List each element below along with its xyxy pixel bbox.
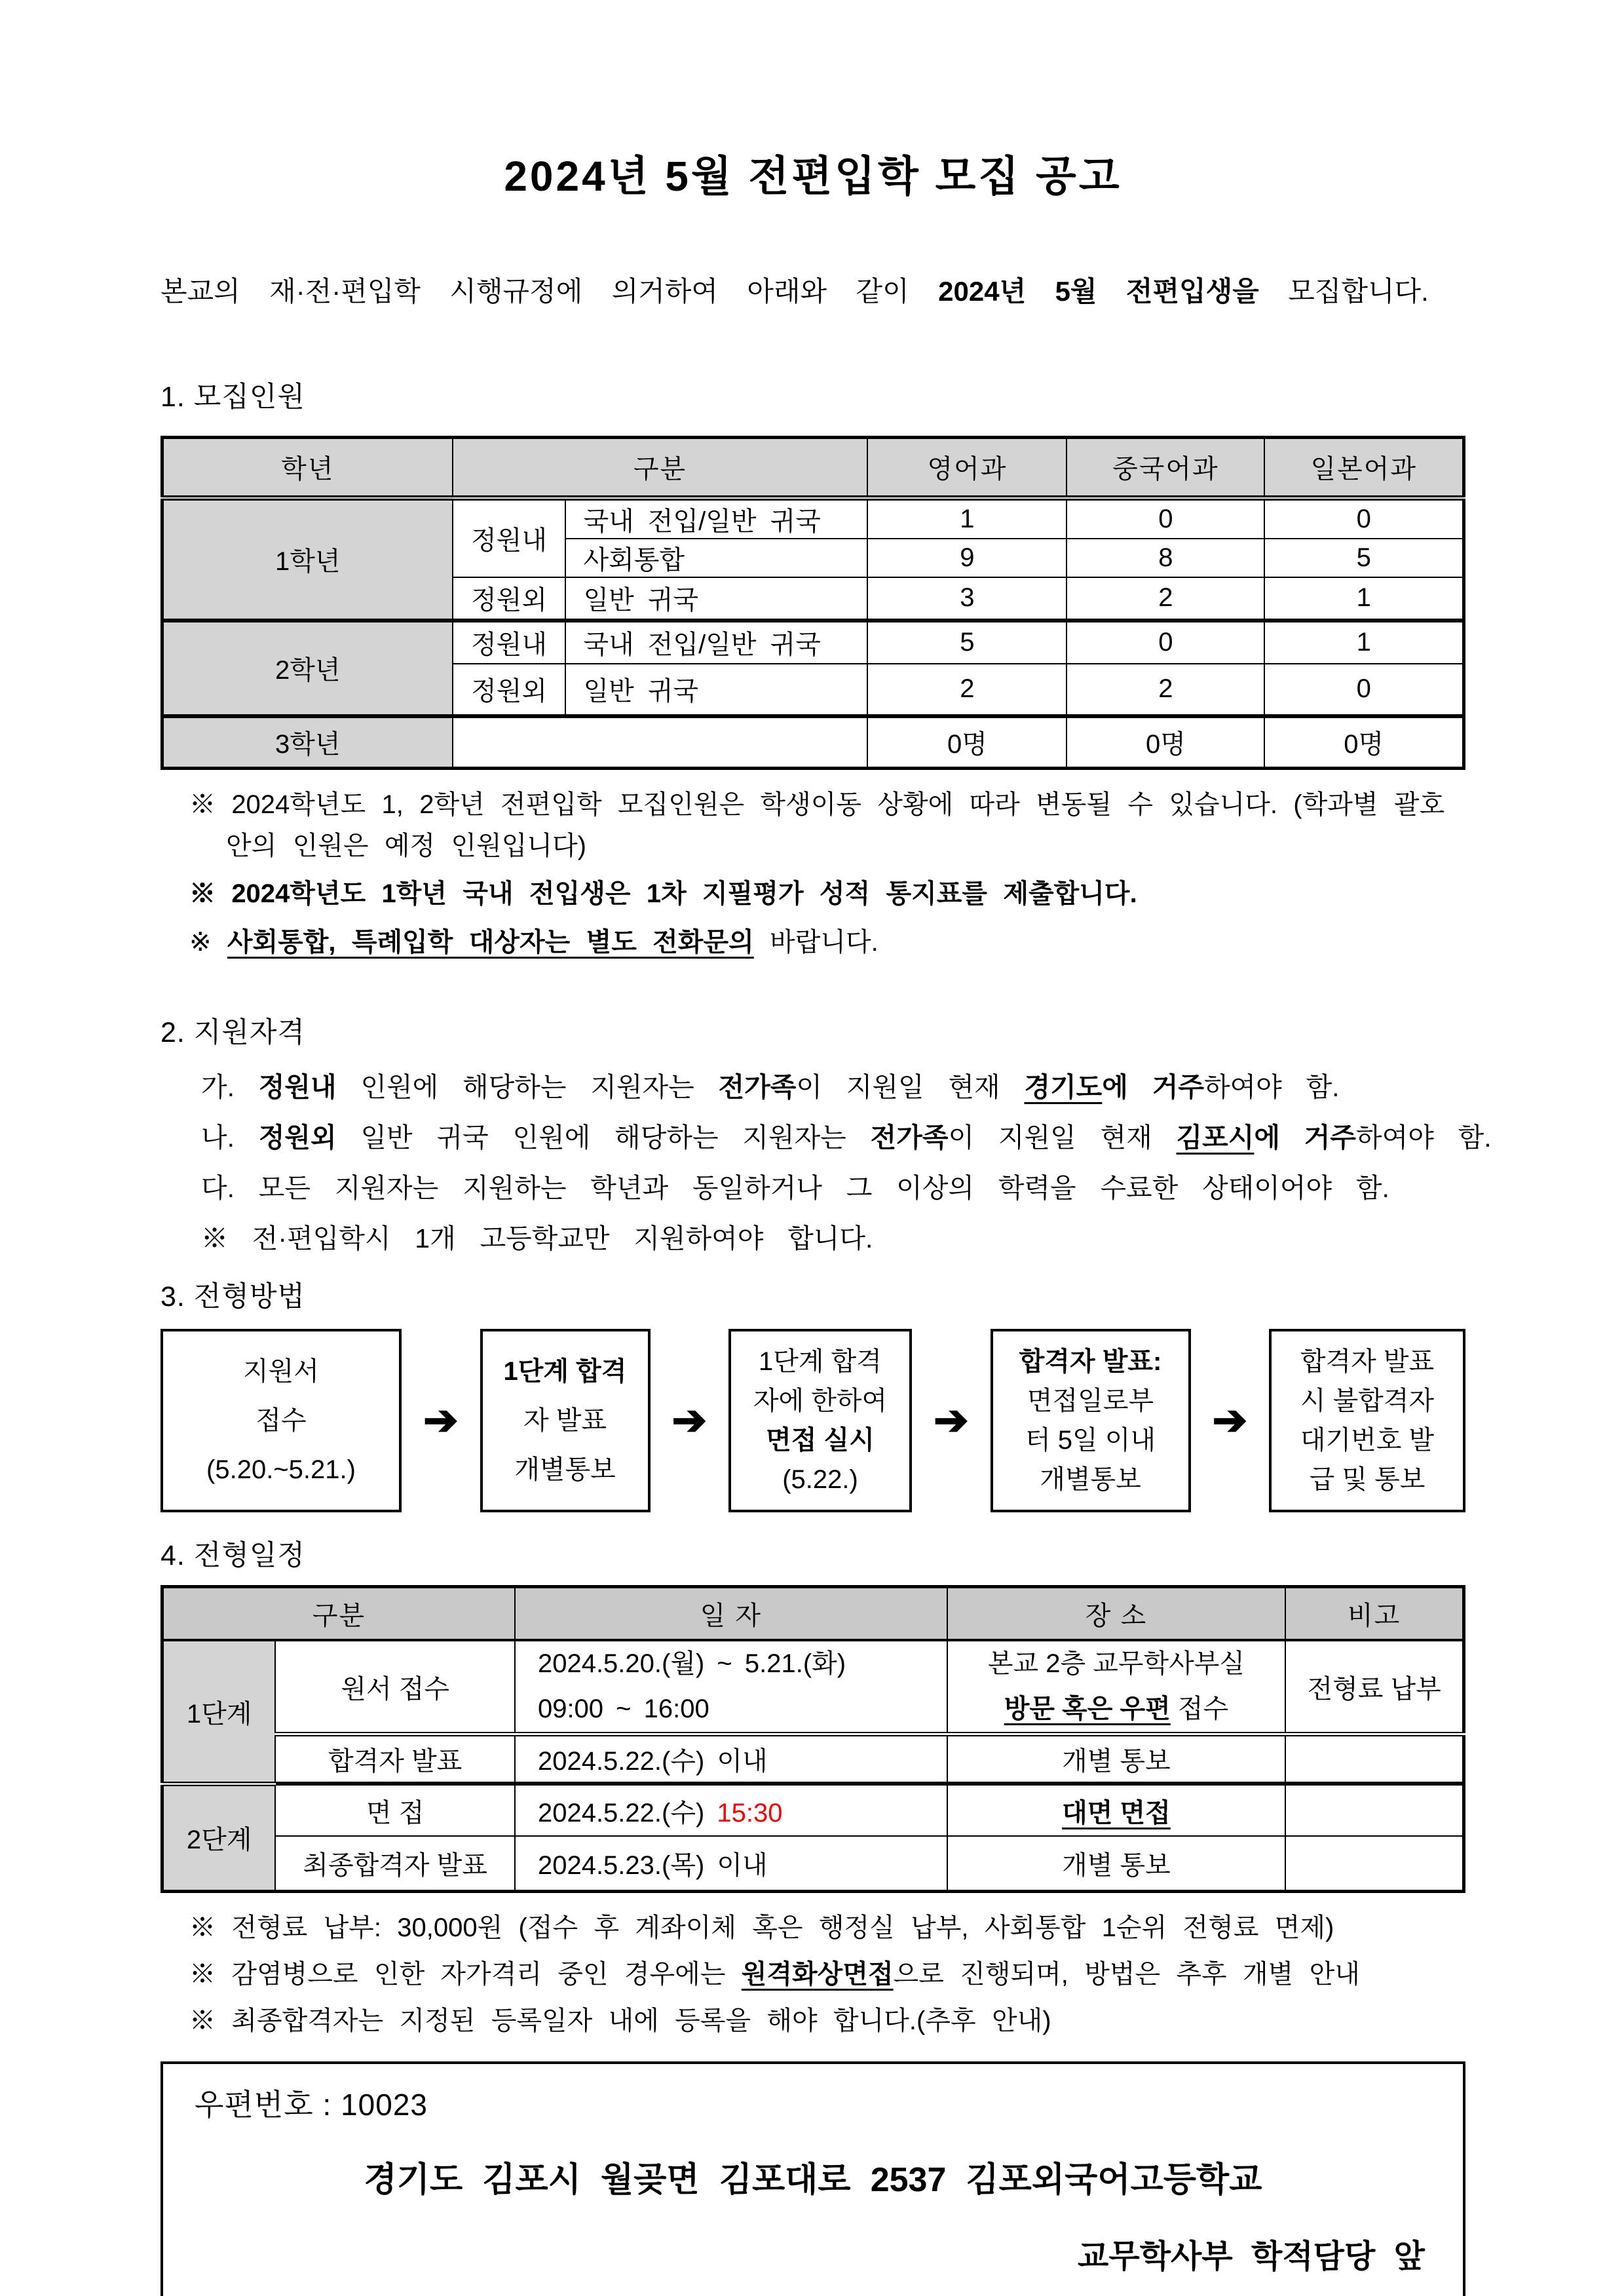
cell-announce2-place: 개별 통보 bbox=[947, 1836, 1286, 1891]
cell-announce1-note bbox=[1285, 1734, 1463, 1784]
cell-interview-date bbox=[515, 1784, 947, 1836]
cell-grade1-domestic-label: 국내 전입/일반 귀국 bbox=[565, 498, 867, 539]
cell-announce1-place: 개별 통보 bbox=[947, 1734, 1286, 1784]
text-line: 개별통보 bbox=[514, 1455, 616, 1484]
text-line: 대기번호 발 bbox=[1300, 1425, 1435, 1455]
cell-stage2: 2단계 bbox=[162, 1784, 276, 1891]
flow-step-stage1-announce bbox=[480, 1329, 651, 1512]
text-line: 1단계 합격 bbox=[759, 1347, 882, 1376]
cell-grade3-category-empty bbox=[453, 716, 868, 769]
cell-announce1-date: 2024.5.22.(수) 이내 bbox=[515, 1734, 947, 1784]
cell-grade1-social-chn: 8 bbox=[1067, 539, 1264, 577]
recruitment-table bbox=[161, 436, 1465, 770]
text-run: 경기도 bbox=[1024, 1071, 1103, 1102]
section3-heading: 3. 전형방법 bbox=[161, 1280, 305, 1312]
note-line bbox=[161, 2000, 1465, 2042]
col-header-japanese: 일본어과 bbox=[1264, 438, 1463, 498]
text-run: 하여야 함. bbox=[1203, 1071, 1340, 1102]
text-line: (5.20.~5.21.) bbox=[206, 1455, 356, 1484]
cell-grade1-quota-out: 정원외 bbox=[453, 577, 566, 621]
cell-announce2-note bbox=[1285, 1836, 1463, 1891]
text-line: 합격자 발표: bbox=[1019, 1347, 1162, 1376]
note-line bbox=[161, 873, 1465, 915]
col-header-category: 구분 bbox=[453, 438, 868, 498]
text-run: 하여야 함. bbox=[1355, 1122, 1492, 1153]
table-row bbox=[162, 1640, 1464, 1734]
text-run: ※ 감염병으로 인한 자가격리 중인 경우에는 bbox=[189, 1960, 742, 1989]
cell-grade1-domestic-chn: 0 bbox=[1067, 498, 1264, 539]
text-run: 정원내 bbox=[258, 1071, 337, 1102]
text-run: 인원에 해당하는 지원자는 bbox=[336, 1071, 719, 1102]
col-header-chinese: 중국어과 bbox=[1067, 438, 1264, 498]
text-line: 1단계 합격 bbox=[503, 1356, 627, 1386]
cell-grade2-return-label: 일반 귀국 bbox=[565, 664, 867, 716]
text-run: 이 지원일 현재 bbox=[796, 1071, 1025, 1102]
text-run: 방문 혹은 우편 bbox=[1004, 1694, 1171, 1724]
section4-heading: 4. 전형일정 bbox=[161, 1539, 305, 1571]
apply-place-line2 bbox=[948, 1687, 1285, 1732]
cell-announce2-label: 최종합격자 발표 bbox=[275, 1836, 515, 1891]
cell-apply-date bbox=[515, 1640, 947, 1734]
table-row bbox=[162, 1734, 1464, 1784]
apply-date-line1: 2024.5.20.(월) ~ 5.21.(화) bbox=[537, 1649, 846, 1679]
text-run: 에 거주 bbox=[1254, 1122, 1356, 1153]
qualification-item bbox=[161, 1172, 1465, 1203]
text-line: 합격자 발표 bbox=[1300, 1347, 1435, 1376]
schedule-table-body bbox=[162, 1640, 1464, 1891]
cell-grade3-jpn: 0명 bbox=[1264, 716, 1463, 769]
text-run: 안의 인원은 예정 인원입니다) bbox=[226, 832, 586, 861]
cell-grade1-quota-in: 정원내 bbox=[453, 498, 566, 577]
cell-interview-note bbox=[1285, 1784, 1463, 1836]
text-run: 으로 진행되며, 방법은 추후 개별 안내 bbox=[893, 1960, 1360, 1989]
schedule-table bbox=[161, 1585, 1465, 1893]
table-row bbox=[162, 1836, 1464, 1891]
table-row bbox=[162, 438, 1464, 498]
cell-apply-label: 원서 접수 bbox=[275, 1640, 515, 1734]
text-line: 지원서 bbox=[243, 1356, 319, 1386]
cell-grade2-quota-out: 정원외 bbox=[453, 664, 566, 716]
cell-grade2-quota-in: 정원내 bbox=[453, 621, 566, 664]
apply-date-line2: 09:00 ~ 16:00 bbox=[537, 1694, 709, 1724]
cell-grade1-return-jpn: 1 bbox=[1264, 577, 1463, 621]
cell-grade3-eng: 0명 bbox=[867, 716, 1067, 769]
right-arrow-icon: ➔ bbox=[671, 1396, 708, 1444]
section1-notes bbox=[161, 784, 1465, 963]
cell-grade2: 2학년 bbox=[162, 621, 453, 716]
process-flowchart bbox=[161, 1329, 1465, 1512]
page-title: 2024년 5월 전편입학 모집 공고 bbox=[504, 153, 1122, 200]
text-run: 에 거주 bbox=[1102, 1071, 1204, 1102]
page-content bbox=[0, 143, 1624, 2296]
col-header-note: 비고 bbox=[1285, 1586, 1463, 1640]
mailing-address-box bbox=[161, 2061, 1465, 2296]
cell-grade1-return-label: 일반 귀국 bbox=[565, 577, 867, 621]
cell-grade1-return-chn: 2 bbox=[1067, 577, 1264, 621]
col-header-category: 구분 bbox=[162, 1586, 515, 1640]
text-line: 시 불합격자 bbox=[1300, 1386, 1435, 1415]
text-run: 가. bbox=[201, 1071, 259, 1102]
cell-grade2-domestic-label: 국내 전입/일반 귀국 bbox=[565, 621, 867, 664]
cell-grade2-domestic-jpn: 1 bbox=[1264, 621, 1463, 664]
address-recipient: 교무학사부 학적담당 앞 bbox=[1078, 2239, 1425, 2275]
cell-interview-place bbox=[947, 1784, 1286, 1836]
text-line: 면접일로부 bbox=[1027, 1386, 1154, 1415]
note-line bbox=[161, 1907, 1465, 1949]
text-line: 면접 실시 bbox=[766, 1425, 875, 1455]
cell-grade1-social-eng: 9 bbox=[867, 539, 1067, 577]
right-arrow-icon: ➔ bbox=[1212, 1396, 1248, 1444]
cell-grade3-chn: 0명 bbox=[1067, 716, 1264, 769]
text-run: 접수 bbox=[1170, 1694, 1229, 1724]
cell-grade2-domestic-eng: 5 bbox=[867, 621, 1067, 664]
note-line bbox=[161, 1954, 1465, 1995]
table-row bbox=[162, 716, 1464, 769]
text-run: 일반 귀국 인원에 해당하는 지원자는 bbox=[336, 1122, 871, 1153]
text-run: ※ bbox=[189, 927, 227, 957]
text-line: 접수 bbox=[255, 1406, 307, 1435]
postal-code: 우편번호 : 10023 bbox=[195, 2088, 428, 2122]
section2-heading: 2. 지원자격 bbox=[161, 1016, 305, 1048]
cell-apply-note: 전형료 납부 bbox=[1285, 1640, 1463, 1734]
text-run: ※ 전·편입학시 1개 고등학교만 지원하여야 합니다. bbox=[201, 1223, 873, 1253]
text-line: 자 발표 bbox=[523, 1406, 607, 1435]
cell-announce2-date: 2024.5.23.(목) 이내 bbox=[515, 1836, 947, 1891]
right-arrow-icon: ➔ bbox=[423, 1396, 459, 1444]
qualification-item bbox=[161, 1071, 1465, 1102]
table-row bbox=[162, 1784, 1464, 1836]
qualification-item bbox=[161, 1122, 1492, 1153]
text-run: ※ 2024학년도 1학년 국내 전입생은 1차 지필평가 성적 통지표를 제출합니다. bbox=[189, 879, 1137, 909]
cell-grade1-domestic-eng: 1 bbox=[867, 498, 1067, 539]
cell-grade3: 3학년 bbox=[162, 716, 453, 769]
text-line: 급 및 통보 bbox=[1309, 1464, 1426, 1494]
cell-grade2-return-chn: 2 bbox=[1067, 664, 1264, 716]
cell-announce1-label: 합격자 발표 bbox=[275, 1734, 515, 1784]
note-line bbox=[161, 922, 1465, 963]
text-line: 자에 한하여 bbox=[753, 1386, 888, 1415]
cell-grade1-return-eng: 3 bbox=[867, 577, 1067, 621]
text-run: 전가족 bbox=[870, 1122, 949, 1153]
text-run: 바랍니다. bbox=[753, 927, 878, 957]
flow-step-interview bbox=[728, 1329, 912, 1512]
text-run: 2024년 5월 전편입생을 bbox=[938, 276, 1259, 307]
cell-grade1-social-jpn: 5 bbox=[1264, 539, 1463, 577]
qualification-list bbox=[161, 1071, 1492, 1253]
text-run: 본교의 재·전·편입학 시행규정에 의거하여 아래와 같이 bbox=[161, 276, 939, 307]
apply-place-line1: 본교 2층 교무학사부실 bbox=[987, 1649, 1245, 1679]
school-address: 경기도 김포시 월곶면 김포대로 2537 김포외국어고등학교 bbox=[364, 2161, 1262, 2200]
cell-apply-place bbox=[947, 1640, 1286, 1734]
section1-heading: 1. 모집인원 bbox=[161, 381, 305, 413]
section4-notes bbox=[161, 1907, 1465, 2042]
text-run: 김포시 bbox=[1176, 1122, 1255, 1153]
flow-step-waitlist bbox=[1269, 1329, 1465, 1512]
right-arrow-icon: ➔ bbox=[933, 1396, 969, 1444]
text-run: 이 지원일 현재 bbox=[948, 1122, 1177, 1153]
col-header-place: 장 소 bbox=[947, 1586, 1286, 1640]
text-run: ※ 전형료 납부: 30,000원 (접수 후 계좌이체 혹은 행정실 납부, 사회통합 1순위 전형료 면제) bbox=[189, 1913, 1334, 1942]
flow-step-application bbox=[161, 1329, 402, 1512]
text-line: 개별통보 bbox=[1040, 1464, 1141, 1494]
cell-interview-label: 면 접 bbox=[275, 1784, 515, 1836]
cell-grade2-domestic-chn: 0 bbox=[1067, 621, 1264, 664]
schedule-table-header bbox=[162, 1586, 1464, 1640]
text-run: 정원외 bbox=[258, 1122, 337, 1153]
recruitment-table-header bbox=[162, 438, 1464, 498]
table-row bbox=[162, 498, 1464, 539]
text-run: 대면 면접 bbox=[1062, 1798, 1171, 1827]
qualification-item bbox=[161, 1225, 1465, 1252]
cell-grade1: 1학년 bbox=[162, 498, 453, 621]
text-run: 15:30 bbox=[717, 1798, 783, 1827]
intro-paragraph bbox=[161, 271, 1465, 312]
note-line bbox=[161, 784, 1465, 867]
cell-grade2-return-jpn: 0 bbox=[1264, 664, 1463, 716]
cell-stage1: 1단계 bbox=[162, 1640, 276, 1784]
text-line: (5.22.) bbox=[782, 1464, 858, 1494]
text-run: 사회통합, 특례입학 대상자는 별도 전화문의 bbox=[227, 927, 754, 957]
text-run: 모집합니다. bbox=[1258, 276, 1429, 307]
text-line: 터 5일 이내 bbox=[1025, 1425, 1156, 1455]
text-run: 2024.5.22.(수) bbox=[537, 1798, 717, 1827]
cell-grade2-return-eng: 2 bbox=[867, 664, 1067, 716]
text-run: 전가족 bbox=[718, 1071, 797, 1102]
text-run: ※ 2024학년도 1, 2학년 전편입학 모집인원은 학생이동 상황에 따라 변동될 수 있습니다. (학과별 괄호 bbox=[189, 790, 1445, 819]
table-row bbox=[162, 1586, 1464, 1640]
cell-grade1-domestic-jpn: 0 bbox=[1264, 498, 1463, 539]
flow-step-final-announce bbox=[991, 1329, 1191, 1512]
col-header-date: 일 자 bbox=[515, 1586, 947, 1640]
recruitment-table-body bbox=[162, 498, 1464, 769]
text-run: ※ 최종합격자는 지정된 등록일자 내에 등록을 해야 합니다.(추후 안내) bbox=[189, 2006, 1051, 2036]
cell-grade1-social-label: 사회통합 bbox=[565, 539, 867, 577]
text-run: 다. 모든 지원자는 지원하는 학년과 동일하거나 그 이상의 학력을 수료한 상태이어야 함. bbox=[201, 1172, 1389, 1203]
col-header-grade: 학년 bbox=[162, 438, 453, 498]
col-header-english: 영어과 bbox=[867, 438, 1067, 498]
table-row bbox=[162, 621, 1464, 664]
text-run: 원격화상면접 bbox=[741, 1960, 894, 1989]
text-run: 나. bbox=[201, 1122, 259, 1153]
